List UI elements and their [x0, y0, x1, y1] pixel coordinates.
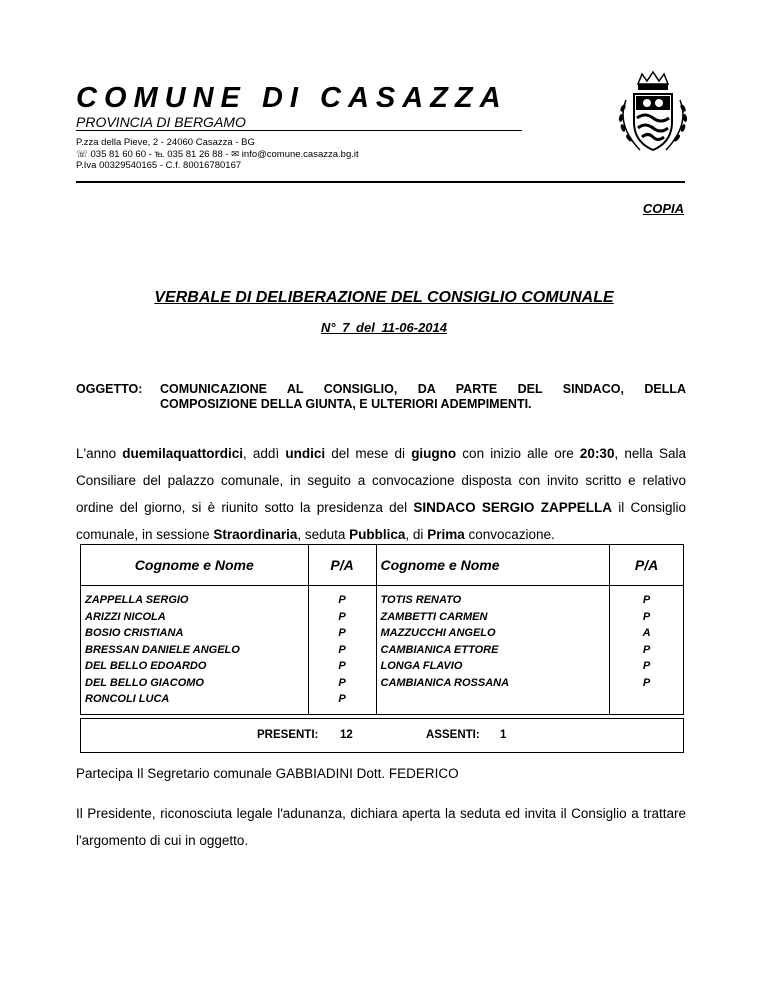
table-row — [81, 658, 684, 675]
member-name: BRESSAN DANIELE ANGELO — [85, 643, 240, 656]
intro-text: convocazione. — [464, 527, 555, 542]
member-status: P — [610, 675, 684, 692]
seduta-value: Pubblica — [349, 527, 406, 542]
assenti-count: 1 — [500, 729, 507, 741]
attendance-summary — [80, 718, 684, 753]
ora-value: 20:30 — [579, 446, 615, 461]
member-name: CAMBIANICA ROSSANA — [376, 675, 610, 692]
header-pa-1: P/A — [308, 545, 376, 586]
member-status: P — [308, 691, 376, 714]
table-row — [81, 691, 684, 714]
member-status: P — [308, 658, 376, 675]
address-line: P.zza della Pieve, 2 - 24060 Casazza - BG — [76, 137, 255, 148]
province-label: PROVINCIA DI BERGAMO — [76, 114, 246, 130]
member-status: P — [308, 609, 376, 626]
member-name: CAMBIANICA ETTORE — [376, 642, 610, 659]
member-status: P — [610, 609, 684, 626]
member-status: P — [308, 586, 376, 609]
intro-text: , di — [405, 527, 428, 542]
presenti-count: 12 — [340, 729, 353, 741]
member-status: P — [610, 586, 684, 609]
member-name: ZAPPELLA SERGIO — [85, 594, 189, 607]
member-name: RONCOLI LUCA — [85, 693, 170, 706]
member-name: TOTIS RENATO — [376, 586, 610, 609]
verbale-title: VERBALE DI DELIBERAZIONE DEL CONSIGLIO COMUNALE — [154, 289, 614, 306]
closing-paragraph: Il Presidente, riconosciuta legale l'adunanza, dichiara aperta la seduta ed invita il Consiglio a trattare l'argomento di cui in oggetto. — [76, 806, 686, 848]
presidente-value: SINDACO SERGIO ZAPPELLA — [413, 500, 612, 515]
intro-text: L'anno — [76, 446, 123, 461]
intro-paragraph — [76, 440, 686, 548]
mese-value: giugno — [411, 446, 457, 461]
header-rule — [76, 181, 685, 183]
oggetto-line-1: COMUNICAZIONE AL CONSIGLIO, DA PARTE DEL SINDACO, DELLA — [160, 382, 686, 396]
presenti-label: PRESENTI: — [257, 729, 319, 741]
copia-label: COPIA — [642, 201, 684, 216]
member-status: P — [610, 658, 684, 675]
member-status — [610, 691, 684, 714]
segretario-line: Partecipa Il Segretario comunale GABBIADINI Dott. FEDERICO — [76, 766, 459, 781]
intro-text: del mese di — [325, 446, 412, 461]
header-name-2: Cognome e Nome — [376, 545, 610, 586]
assenti-label: ASSENTI: — [426, 729, 480, 741]
address-block — [76, 137, 359, 172]
intro-text: , nella Sala Consiliare del palazzo comunale, in seguito a convocazione disposta con invito scritto e relativo ordine del giorno, si è riunito sotto la presidenza del — [76, 446, 687, 515]
table-header-row — [81, 545, 684, 586]
member-name: ZAMBETTI CARMEN — [376, 609, 610, 626]
member-name: DEL BELLO GIACOMO — [85, 676, 204, 689]
table-row — [81, 586, 684, 609]
anno-value: duemilaquattordici — [122, 446, 244, 461]
oggetto-label: OGGETTO: — [76, 382, 143, 396]
table-row — [81, 642, 684, 659]
member-name: DEL BELLO EDOARDO — [85, 660, 207, 673]
intro-text: , seduta — [297, 527, 350, 542]
table-row — [81, 609, 684, 626]
intro-text: il Consiglio comunale, in sessione — [76, 500, 687, 542]
giorno-value: undici — [285, 446, 326, 461]
member-name: MAZZUCCHI ANGELO — [376, 625, 610, 642]
oggetto-line-2: COMPOSIZIONE DELLA GIUNTA, E ULTERIORI ADEMPIMENTI. — [160, 397, 532, 411]
sessione-value: Straordinaria — [213, 527, 298, 542]
header-divider — [76, 130, 522, 131]
member-status: P — [610, 642, 684, 659]
member-name: LONGA FLAVIO — [376, 658, 610, 675]
header-pa-2: P/A — [610, 545, 684, 586]
member-name: ARIZZI NICOLA — [85, 610, 166, 623]
table-row — [81, 625, 684, 642]
member-status: P — [308, 625, 376, 642]
member-status: P — [308, 675, 376, 692]
convocazione-value: Prima — [427, 527, 465, 542]
intro-text: , addì — [243, 446, 286, 461]
intro-text: con inizio alle ore — [456, 446, 580, 461]
member-status: P — [308, 642, 376, 659]
attendance-table — [80, 544, 684, 715]
coat-of-arms-icon — [612, 70, 694, 160]
contact-line: ☏ 035 81 60 60 - ℡ 035 81 26 88 - ✉ info@comune.casazza.bg.it — [76, 148, 359, 160]
header-name-1: Cognome e Nome — [81, 545, 309, 586]
tax-line: P.Iva 00329540165 - C.f. 80016780167 — [76, 160, 242, 171]
member-name: BOSIO CRISTIANA — [85, 627, 184, 640]
deliberation-number: N° 7 del 11-06-2014 — [321, 320, 447, 335]
member-status: A — [610, 625, 684, 642]
member-name — [376, 691, 610, 714]
comune-title: COMUNE DI CASAZZA — [76, 82, 508, 114]
table-row — [81, 675, 684, 692]
